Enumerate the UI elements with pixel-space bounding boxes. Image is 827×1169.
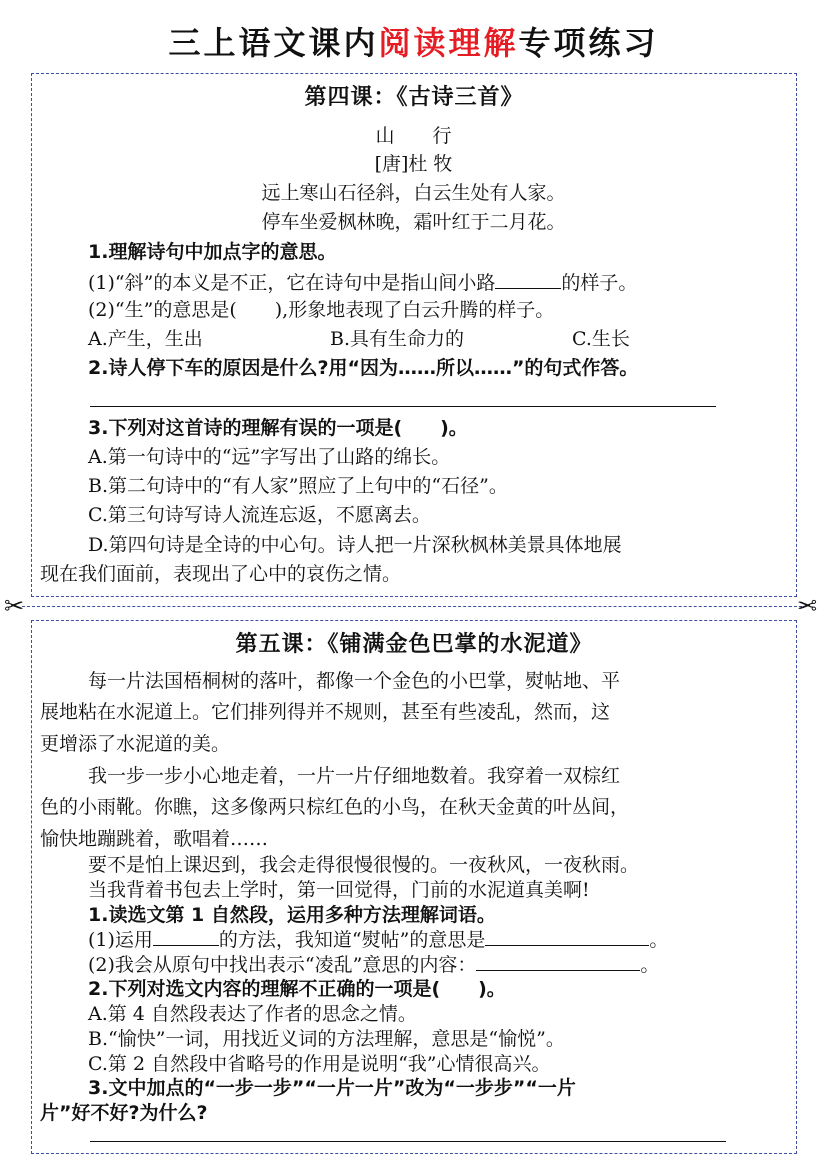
s2-p2-line-3: 愉快地蹦跳着，歌唱着…… — [40, 828, 269, 850]
poem-line-2: 停车坐爱枫林晚，霜叶红于二月花。 — [261, 211, 566, 233]
answer-line[interactable] — [90, 1141, 726, 1142]
scissors-icon: ✂ — [797, 592, 818, 620]
s1-q3-option-a: A.第一句诗中的“远”字写出了山路的绵长。 — [88, 446, 451, 468]
s2-q2-option-a: A.第 4 自然段表达了作者的思念之情。 — [88, 1003, 417, 1025]
poem-author: [唐]杜 牧 — [374, 153, 453, 175]
title-suffix: 专项练习 — [518, 24, 659, 62]
s1-question-3: 3.下列对这首诗的理解有误的一项是( )。 — [88, 417, 468, 439]
lesson-5-heading: 第五课：《铺满金色巴掌的水泥道》 — [235, 631, 593, 657]
s1-q3-option-d-cont: 现在我们面前，表现出了心中的哀伤之情。 — [40, 563, 402, 585]
answer-blank[interactable] — [476, 952, 640, 971]
s1-q1-option-a: A.产生，生出 — [88, 328, 203, 350]
s2-p2-line-1: 我一步一步小心地走着，一片一片仔细地数着。我穿着一双棕红 — [88, 765, 621, 787]
s1-q3-option-d: D.第四句诗是全诗的中心句。诗人把一片深秋枫林美景具体地展 — [88, 534, 622, 556]
s2-p1-line-1: 每一片法国梧桐树的落叶，都像一个金色的小巴掌，熨帖地、平 — [88, 670, 621, 692]
title-prefix: 三上语文课内 — [168, 24, 379, 62]
s2-question-2: 2.下列对选文内容的理解不正确的一项是( )。 — [88, 978, 506, 1000]
s2-question-1: 1.读选文第 1 自然段，运用多种方法理解词语。 — [88, 904, 496, 926]
answer-blank[interactable] — [495, 270, 561, 289]
s1-q1-option-c: C.生长 — [572, 328, 630, 350]
answer-blank[interactable] — [153, 927, 219, 946]
answer-blank[interactable] — [485, 927, 649, 946]
s1-q1-item-1: (1)“斜”的本义是不正，它在诗句中是指山间小路 的样子。 — [88, 272, 638, 294]
scissors-icon: ✂ — [4, 592, 25, 620]
s2-q2-option-b: B.“愉快”一词，用找近义词的方法理解，意思是“愉悦”。 — [88, 1028, 565, 1050]
s2-p1-line-3: 更增添了水泥道的美。 — [40, 733, 231, 755]
s2-p3-line-2: 当我背着书包去上学时，第一回觉得，门前的水泥道真美啊! — [88, 879, 590, 901]
s2-q1-item-1: (1)运用 的方法，我知道“熨帖”的意思是 。 — [88, 929, 669, 951]
cut-line — [22, 606, 802, 607]
poem-line-1: 远上寒山石径斜，白云生处有人家。 — [261, 182, 566, 204]
title-highlight: 阅读理解 — [378, 24, 519, 62]
s2-q2-option-c: C.第 2 自然段中省略号的作用是说明“我”心情很高兴。 — [88, 1053, 551, 1075]
s2-q1-item-2: (2)我会从原句中找出表示“凌乱”意思的内容： 。 — [88, 954, 660, 976]
answer-line[interactable] — [90, 406, 716, 407]
s2-p2-line-2: 色的小雨靴。你瞧，这多像两只棕红色的小鸟，在秋天金黄的叶丛间， — [40, 796, 630, 818]
s1-q3-option-b: B.第二句诗中的“有人家”照应了上句中的“石径”。 — [88, 475, 508, 497]
page-title — [0, 18, 827, 64]
poem-title: 山 行 — [375, 125, 452, 147]
s2-question-3-cont: 片”好不好?为什么? — [40, 1102, 208, 1124]
s1-question-2: 2.诗人停下车的原因是什么?用“因为……所以……”的句式作答。 — [88, 357, 639, 379]
s1-q3-option-c: C.第三句诗写诗人流连忘返，不愿离去。 — [88, 504, 431, 526]
s1-q1-option-b: B.具有生命力的 — [330, 328, 465, 350]
s1-q1-item-2: (2)“生”的意思是( ),形象地表现了白云升腾的样子。 — [88, 299, 555, 321]
lesson-4-heading: 第四课：《古诗三首》 — [304, 84, 524, 110]
s2-p3-line-1: 要不是怕上课迟到，我会走得很慢很慢的。一夜秋风，一夜秋雨。 — [88, 854, 640, 876]
s2-p1-line-2: 展地粘在水泥道上。它们排列得并不规则，甚至有些凌乱，然而，这 — [40, 701, 611, 723]
s1-question-1: 1.理解诗句中加点字的意思。 — [88, 241, 337, 263]
s2-question-3: 3.文中加点的“一步一步”“一片一片”改为“一步步”“一片 — [88, 1077, 576, 1099]
